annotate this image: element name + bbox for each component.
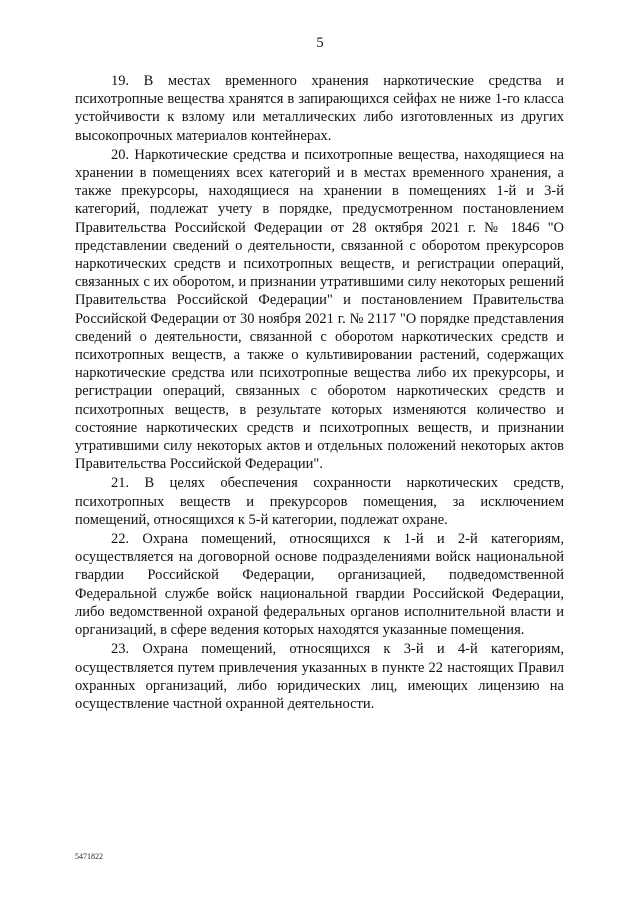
paragraph-22: 22. Охрана помещений, относящихся к 1-й и 2-й категориям, осуществляется на договорной основе подразделениями войск национальной гвардии Российской Федерации, организацией, подведомственной Федеральной службе войск национальной гвардии Российской Федерации, либо ведомственной охраной федеральных органов исполнительной власти и организаций, в сфере ведения которых находятся указанные помещения. (75, 531, 564, 639)
paragraph-20: 20. Наркотические средства и психотропные вещества, находящиеся на хранении в помещениях всех категорий и в местах временного хранения, а также прекурсоры, находящиеся на хранении в помещениях 1-й и 3-й категорий, подлежат учету в порядке, предусмотренном постановлением Правительства Российской Федерации от 28 октября 2021 г. № 1846 "О представлении сведений о деятельности, связанной с оборотом прекурсоров наркотических средств и психотропных веществ, и регистрации операций, связанных с их оборотом, и признании утратившими силу некоторых решений Правительства Российской Федерации" и постановлением Правительства Российской Федерации от 30 ноября 2021 г. № 2117 "О порядке представления сведений о деятельности, связанной с оборотом наркотических средств и психотропных веществ, а также о культивировании растений, содержащих наркотические средства или психотропные вещества либо их прекурсоры, и регистрации операций, связанных с оборотом наркотических средств и психотропных веществ, в результате которых изменяются количество и состояние наркотических средств и психотропных веществ, и признании утратившими силу некоторых актов и отдельных положений некоторых актов Правительства Российской Федерации". (75, 146, 564, 473)
document-body (75, 72, 564, 713)
document-code: 5471822 (75, 852, 103, 861)
paragraph-23: 23. Охрана помещений, относящихся к 3-й и 4-й категориям, осуществляется путем привлечения указанных в пункте 22 настоящих Правил охранных организаций, либо юридических лиц, имеющих лицензию на осуществление частной охранной деятельности. (75, 641, 564, 712)
paragraph-21: 21. В целях обеспечения сохранности наркотических средств, психотропных веществ и прекурсоров помещения, за исключением помещений, относящихся к 5-й категории, подлежат охране. (75, 475, 564, 528)
paragraph-19: 19. В местах временного хранения наркотические средства и психотропные вещества хранятся в запирающихся сейфах не ниже 1-го класса устойчивости к взлому или металлических либо изготовленных из других высокопрочных материалов контейнерах. (75, 73, 564, 144)
page-number: 5 (316, 35, 324, 51)
